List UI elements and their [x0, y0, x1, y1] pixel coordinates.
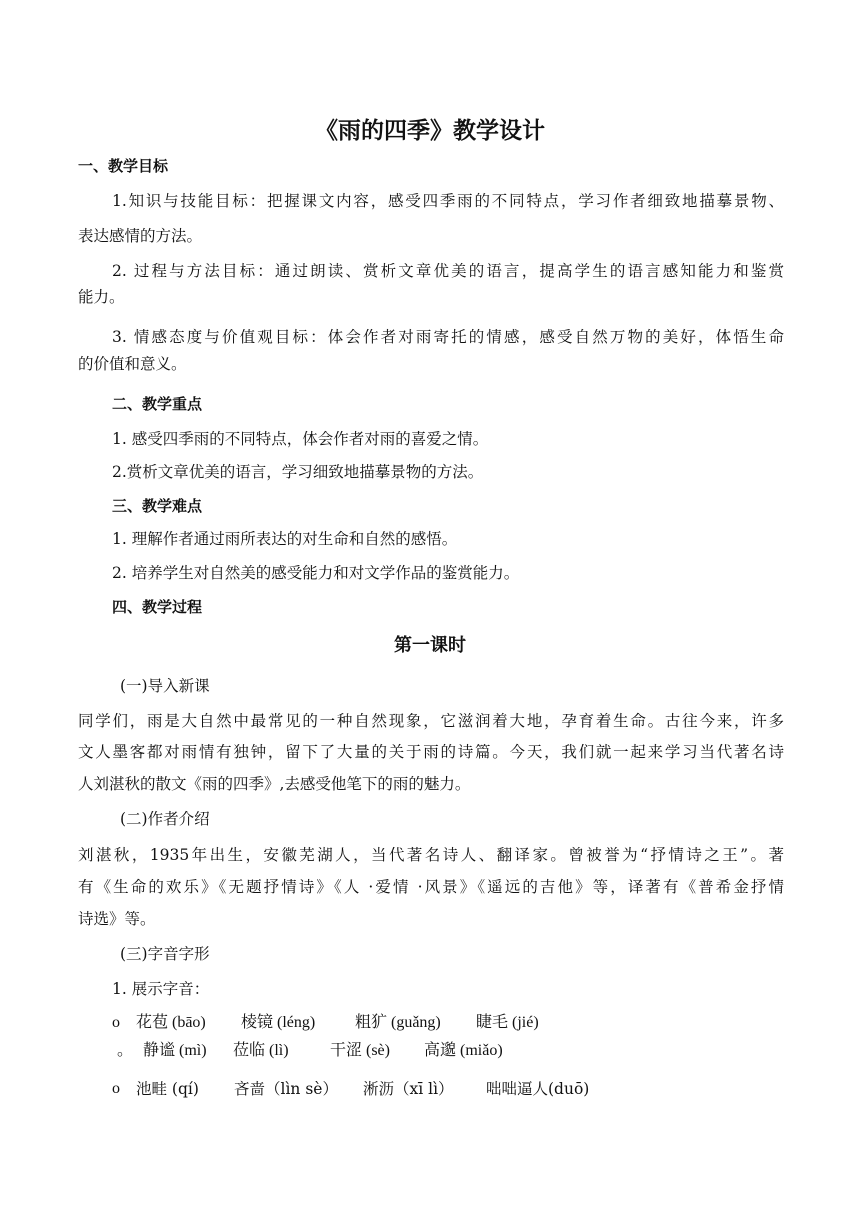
objective-1-line-2: 表达感情的方法。 [78, 227, 203, 245]
document-title: 《雨的四季》教学设计 [315, 117, 545, 144]
section-heading-difficulties: 三、教学难点 [112, 497, 203, 515]
word-item: 吝啬（lìn sè） [234, 1080, 338, 1098]
key-point-2: 2.赏析文章优美的语言，学习细致地描摹景物的方法。 [112, 463, 484, 481]
section-heading-objectives: 一、教学目标 [78, 157, 169, 175]
intro-line-3: 人刘湛秋的散文《雨的四季》,去感受他笔下的雨的魅力。 [78, 775, 471, 793]
lesson-title: 第一课时 [394, 635, 466, 656]
word-item: 淅沥（xī lì） [363, 1080, 454, 1098]
word-item: 咄咄逼人(duō) [486, 1080, 590, 1098]
word-item: 干涩 (sè) [330, 1042, 390, 1059]
objective-3-line-1: 3. 情感态度与价值观目标：体会作者对雨寄托的情感，感受自然万物的美好，体悟生命 [112, 328, 784, 346]
word-item: 池畦 (qí) [136, 1080, 199, 1098]
intro-line-1: 同学们，雨是大自然中最常见的一种自然现象，它滋润着大地，孕育着生命。古往今来，许多 [78, 712, 784, 730]
part-heading-pronunciation: (三)字音字形 [120, 945, 210, 963]
pronunciation-subheading: 1. 展示字音： [112, 980, 210, 998]
section-heading-key-points: 二、教学重点 [112, 395, 203, 413]
objective-2-line-1: 2. 过程与方法目标：通过朗读、赏析文章优美的语言，提高学生的语言感知能力和鉴赏 [112, 262, 784, 280]
bullet-icon: o [112, 1080, 120, 1097]
author-line-3: 诗选》等。 [78, 910, 156, 928]
word-item: 粗犷 (guǎng) [355, 1014, 441, 1031]
word-item: 高邈 (miǎo) [424, 1042, 503, 1059]
author-line-1: 刘湛秋，1935年出生，安徽芜湖人，当代著名诗人、翻译家。曾被誉为“抒情诗之王”。著 [78, 846, 784, 864]
part-heading-author: (二)作者介绍 [120, 810, 210, 828]
word-item: 棱镜 (léng) [241, 1014, 316, 1031]
objective-1-line-1: 1.知识与技能目标：把握课文内容，感受四季雨的不同特点，学习作者细致地描摹景物、 [112, 192, 784, 210]
word-item: 静谧 (mì) [143, 1042, 207, 1059]
part-heading-intro: (一)导入新课 [120, 677, 210, 695]
author-line-2: 有《生命的欢乐》《无题抒情诗》《人 ·爱情 ·风景》《遥远的吉他》等，译著有《普希金抒情 [78, 878, 784, 896]
objective-2-line-2: 能力。 [78, 288, 125, 306]
word-item: 睫毛 (jié) [476, 1014, 539, 1031]
word-item: 花苞 (bāo) [136, 1014, 206, 1031]
bullet-icon: 。 [117, 1042, 134, 1059]
difficulty-2: 2. 培养学生对自然美的感受能力和对文学作品的鉴赏能力。 [112, 564, 520, 582]
bullet-icon: o [112, 1014, 120, 1031]
objective-3-line-2: 的价值和意义。 [78, 355, 187, 373]
difficulty-1: 1. 理解作者通过雨所表达的对生命和自然的感悟。 [112, 530, 458, 548]
key-point-1: 1. 感受四季雨的不同特点，体会作者对雨的喜爱之情。 [112, 430, 489, 448]
section-heading-process: 四、教学过程 [112, 598, 203, 616]
word-item: 莅临 (lì) [233, 1042, 289, 1059]
intro-line-2: 文人墨客都对雨情有独钟，留下了大量的关于雨的诗篇。今天，我们就一起来学习当代著名诗 [78, 743, 784, 761]
